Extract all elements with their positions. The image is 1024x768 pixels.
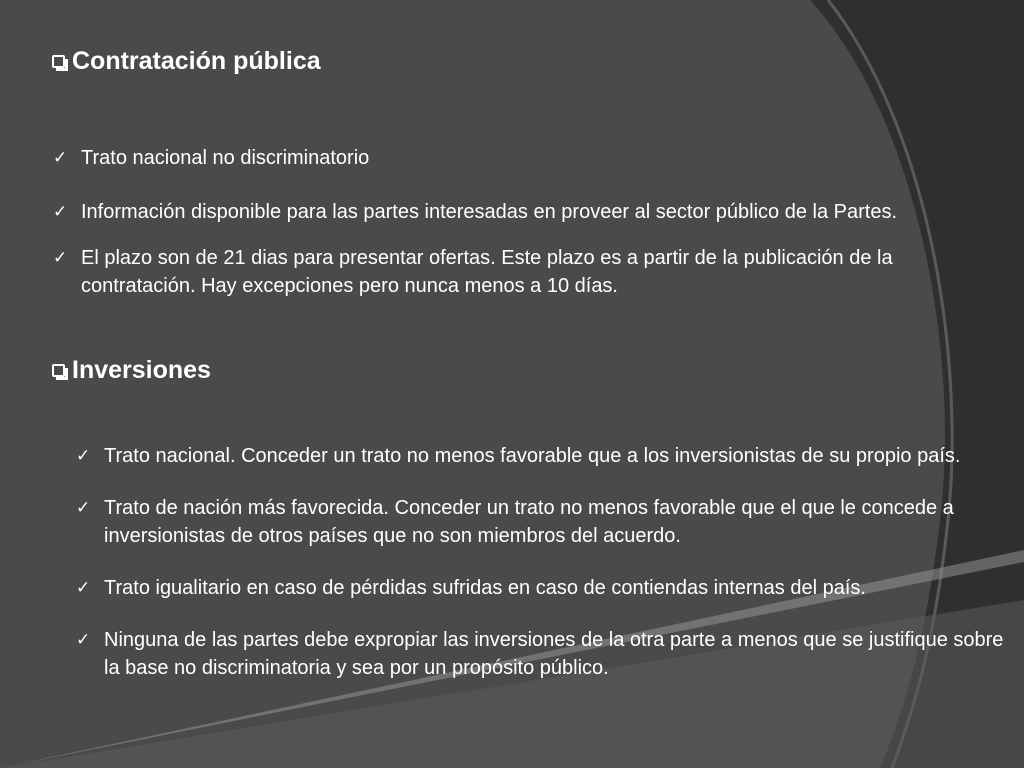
bullet-list-contratacion <box>53 144 983 300</box>
list-item <box>53 144 983 172</box>
list-item <box>76 574 1006 602</box>
list-item <box>53 198 983 226</box>
list-item <box>76 626 1006 682</box>
checkmark-icon: ✓ <box>76 498 91 517</box>
list-item-text: Trato igualitario en caso de pérdidas sufridas en caso de contiendas internas del país. <box>104 577 866 599</box>
section-title-inversiones <box>52 355 211 385</box>
checkmark-icon: ✓ <box>53 202 68 221</box>
checkmark-icon: ✓ <box>76 630 91 649</box>
list-item-text: El plazo son de 21 dias para presentar ofertas. Este plazo es a partir de la publicación de la contratación. Hay excepciones pero nunca menos a 10 días. <box>81 247 893 297</box>
list-item <box>76 442 1006 470</box>
checkbox-square-icon <box>52 55 65 68</box>
list-item-text: Información disponible para las partes interesadas en proveer al sector público de la Partes. <box>81 201 898 223</box>
list-item-text: Trato de nación más favorecida. Conceder un trato no menos favorable que el que le concede a inversionistas de otros países que no son miembros del acuerdo. <box>104 497 954 547</box>
list-item <box>53 244 983 300</box>
list-item-text: Trato nacional no discriminatorio <box>81 147 370 169</box>
bullet-list-inversiones <box>76 442 1006 682</box>
checkmark-icon: ✓ <box>53 248 68 267</box>
list-item <box>76 494 1006 550</box>
section-title-contratacion <box>52 46 321 76</box>
checkmark-icon: ✓ <box>76 578 91 597</box>
list-item-text: Trato nacional. Conceder un trato no menos favorable que a los inversionistas de su propio país. <box>104 445 961 467</box>
checkbox-square-icon <box>52 364 65 377</box>
checkmark-icon: ✓ <box>76 446 91 465</box>
section-title-text: Contratación pública <box>72 47 321 75</box>
list-item-text: Ninguna de las partes debe expropiar las inversiones de la otra parte a menos que se justifique sobre la base no discriminatoria y sea por un propósito público. <box>104 629 1004 679</box>
section-title-text: Inversiones <box>72 356 211 384</box>
checkmark-icon: ✓ <box>53 148 68 167</box>
